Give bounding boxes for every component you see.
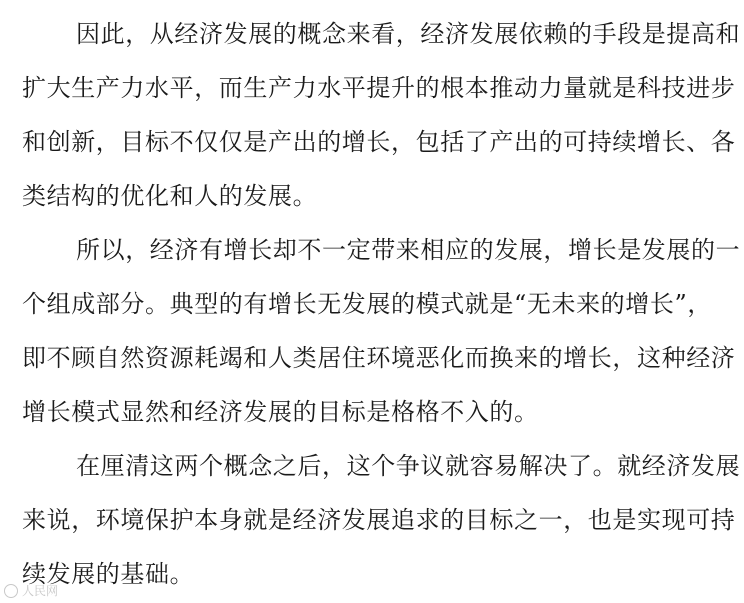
text-line: 即不顾自然资源耗竭和人类居住环境恶化而换来的增长，这种经济 [22,344,736,372]
watermark-text: 人民网 [22,584,59,598]
text-line: 类结构的优化和人的发展。 [22,182,318,210]
text-line: 续发展的基础。 [22,560,195,588]
text-line: 和创新，目标不仅仅是产出的增长，包括了产出的可持续增长、各 [22,128,736,156]
text-line: 扩大生产力水平，而生产力水平提升的根本推动力量就是科技进步 [22,74,736,102]
text-line: 增长模式显然和经济发展的目标是格格不入的。 [22,398,539,426]
text-line: 在厘清这两个概念之后，这个争议就容易解决了。就经济发展 [76,452,741,480]
text-line: 因此，从经济发展的概念来看，经济发展依赖的手段是提高和 [76,20,741,48]
watermark-logo-icon [4,584,18,598]
text-line: 个组成部分。典型的有增长无发展的模式就是“无未来的增长”， [22,290,712,318]
watermark [4,582,58,599]
text-line: 来说，环境保护本身就是经济发展追求的目标之一，也是实现可持 [22,506,736,534]
text-line: 所以，经济有增长却不一定带来相应的发展，增长是发展的一 [76,236,741,264]
